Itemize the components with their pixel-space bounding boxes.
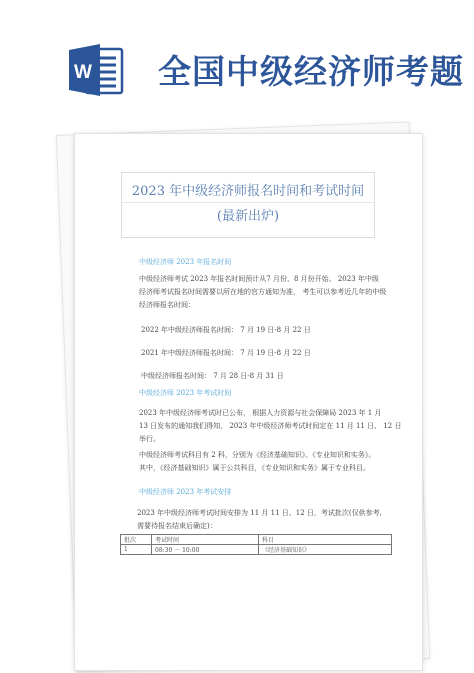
document-title-box bbox=[121, 172, 375, 238]
word-icon bbox=[66, 40, 126, 100]
document-page bbox=[74, 133, 423, 671]
list-item: 2022 年中级经济师报名时间： 7 月 19 日-8 月 22 日 bbox=[141, 326, 311, 334]
header-banner bbox=[0, 0, 474, 120]
paragraph-line: 中级经济师考试科目有 2 科，分别为《经济基础知识》、《专业知识和实务》。 bbox=[139, 451, 376, 459]
document-title: 2023 年中级经济师报名时间和考试时间 bbox=[131, 184, 365, 199]
page-title: 全国中级经济师考题 bbox=[158, 52, 464, 91]
table-header-cell: 批次 bbox=[121, 535, 152, 545]
list-item: 2021 年中级经济师报名时间： 7 月 19 日-8 月 22 日 bbox=[141, 349, 311, 357]
paragraph-line: 2023 年中级经济师考试时已公布， 根据人力资源与社会保障局 2023 年 1 月 bbox=[139, 409, 382, 417]
paragraph-registration bbox=[139, 273, 386, 312]
table-header-row bbox=[121, 535, 392, 545]
paragraph-line: 举行。 bbox=[139, 435, 160, 443]
paragraph-line: 经济师报名时间： bbox=[139, 301, 195, 309]
section-heading-registration: 中级经济师 2023 年报名时间 bbox=[139, 258, 232, 266]
word-icon-letter: W bbox=[74, 62, 92, 83]
table-header-cell: 考试时间 bbox=[152, 535, 259, 545]
section-heading-arrangement: 中级经济师 2023 年考试安排 bbox=[139, 488, 232, 496]
table-cell: 08:30 － 10:00 bbox=[152, 545, 259, 555]
paragraph-subjects bbox=[139, 449, 375, 475]
table-cell: 《经济基础知识》 bbox=[259, 545, 392, 555]
paragraph-line: 需要待报名结束后确定)： bbox=[137, 522, 217, 530]
exam-schedule-table bbox=[120, 534, 392, 555]
paragraph-line: 13 日发布的通知我们得知， 2023 年中级经济师考试时间定在 11 月 11 日、 12 日 bbox=[139, 422, 402, 430]
list-item: 中级经济师报名时间： 7 月 28 日-8 月 31 日 bbox=[141, 372, 284, 380]
paragraph-line: 中级经济师考试 2023 年报名时间预计从7 月份、8 月份开始。 2023 年中级 bbox=[139, 275, 379, 283]
document-subtitle: (最新出炉) bbox=[216, 209, 280, 224]
title-divider bbox=[122, 202, 374, 203]
paragraph-line: 其中，《经济基础知识》属于公共科目，《专业知识和实务》属于专业科目。 bbox=[139, 464, 370, 472]
table-header-cell: 科目 bbox=[259, 535, 392, 545]
table-cell: 1 bbox=[121, 545, 152, 555]
section-heading-exam-time: 中级经济师 2023 年考试时间 bbox=[139, 389, 232, 397]
paragraph-arrangement bbox=[137, 507, 382, 533]
paragraph-exam-time bbox=[139, 407, 401, 446]
paragraph-line: 经济师考试报名时间需要以所在地的官方通知为准， 考生可以参考近几年的中级 bbox=[139, 288, 387, 296]
table-row bbox=[121, 545, 392, 555]
paragraph-line: 2023 年中级经济师考试时间安排为 11 月 11 日、12 日，考试批次(仅供参考, bbox=[137, 509, 382, 517]
